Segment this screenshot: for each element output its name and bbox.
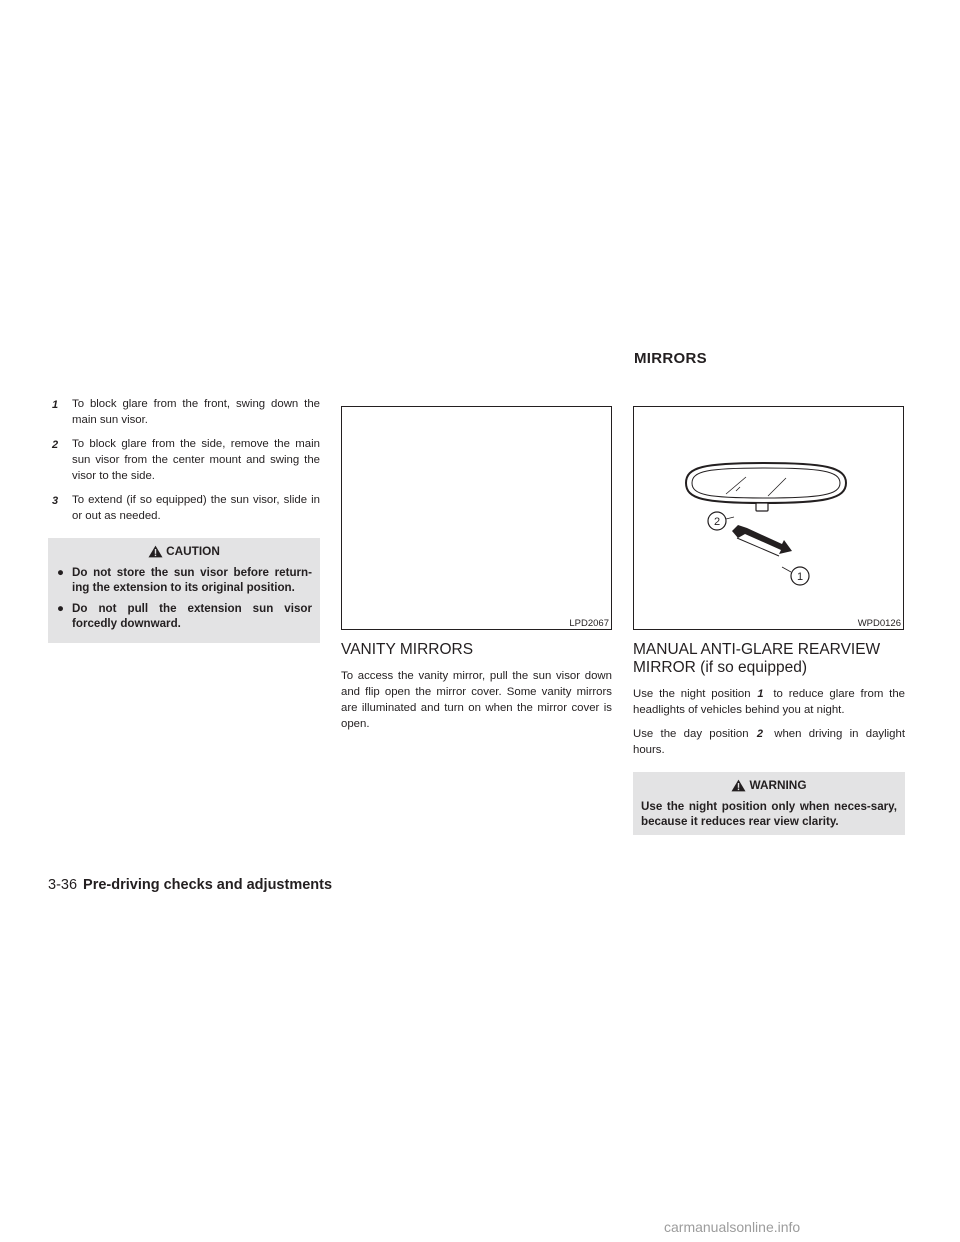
step-1: [48, 396, 320, 428]
figure-code: LPD2067: [569, 618, 609, 629]
warning-triangle-icon: [148, 545, 163, 558]
watermark: carmanualsonline.info: [664, 1219, 801, 1235]
page-number: 3-36: [48, 877, 78, 893]
step-3-number: 3: [51, 495, 59, 507]
caution-bullet-2: [56, 601, 312, 631]
day-position-paragraph: [633, 726, 905, 758]
column-rearview-mirror: [633, 406, 905, 835]
step-2-number: 2: [51, 439, 59, 451]
figure-label-1: 1: [796, 571, 804, 583]
caution-title: CAUTION: [166, 544, 220, 558]
step-1-text: To block glare from the front, swing down the main sun visor.: [72, 398, 320, 426]
night-position-text-a: Use the night position: [633, 688, 751, 700]
warning-triangle-icon: [731, 779, 746, 792]
step-2-text: To block glare from the side, remove the main sun visor from the center mount and swing the visor to the side.: [72, 438, 320, 482]
callout-number-2: 2: [756, 728, 763, 740]
day-position-text-a: Use the day position: [633, 728, 749, 740]
rearview-mirror-illustration: [634, 407, 903, 629]
warning-text: Use the night position only when neces-sary, because it reduces rear view clarity.: [641, 800, 897, 828]
vanity-mirror-figure: [341, 406, 612, 630]
rearview-mirror-heading: MANUAL ANTI-GLARE REARVIEW MIRROR (if so equipped): [633, 641, 881, 676]
section-title: MIRRORS: [634, 350, 707, 367]
caution-bullet-1: [56, 565, 312, 595]
column-sun-visor: [48, 396, 320, 643]
step-2: [48, 436, 320, 484]
warning-title: WARNING: [749, 778, 807, 792]
column-vanity-mirrors: [341, 406, 612, 740]
bullet-icon: ●: [57, 566, 65, 579]
figure-code: WPD0126: [857, 618, 901, 629]
callout-number-1: 1: [757, 688, 764, 700]
vanity-mirrors-heading: VANITY MIRRORS: [341, 641, 474, 658]
bullet-icon: ●: [57, 602, 65, 615]
caution-bullet-2-text: Do not pull the extension sun visor forcedly downward.: [72, 602, 312, 630]
chapter-title: Pre-driving checks and adjustments: [83, 877, 333, 893]
night-position-paragraph: [633, 686, 905, 718]
day-position-text-b: when driving in daylight hours.: [633, 728, 905, 756]
step-3: [48, 492, 320, 524]
caution-box: [48, 538, 320, 643]
figure-label-2: 2: [713, 516, 721, 528]
warning-heading: [641, 777, 897, 793]
page-footer: [48, 877, 332, 893]
step-3-text: To extend (if so equipped) the sun visor, slide in or out as needed.: [72, 494, 320, 522]
caution-heading: [56, 543, 312, 559]
vanity-mirrors-paragraph: To access the vanity mirror, pull the sun visor down and flip open the mirror cover. Some vanity mirrors are illuminated and turn on when the mirror cover is open.: [341, 670, 612, 730]
rearview-mirror-figure: [633, 406, 904, 630]
step-1-number: 1: [51, 399, 59, 411]
caution-bullet-1-text: Do not store the sun visor before return-ing the extension to its original position.: [72, 566, 312, 594]
night-position-text-b: to reduce glare from the headlights of vehicles behind you at night.: [633, 688, 905, 716]
warning-box: [633, 772, 905, 835]
